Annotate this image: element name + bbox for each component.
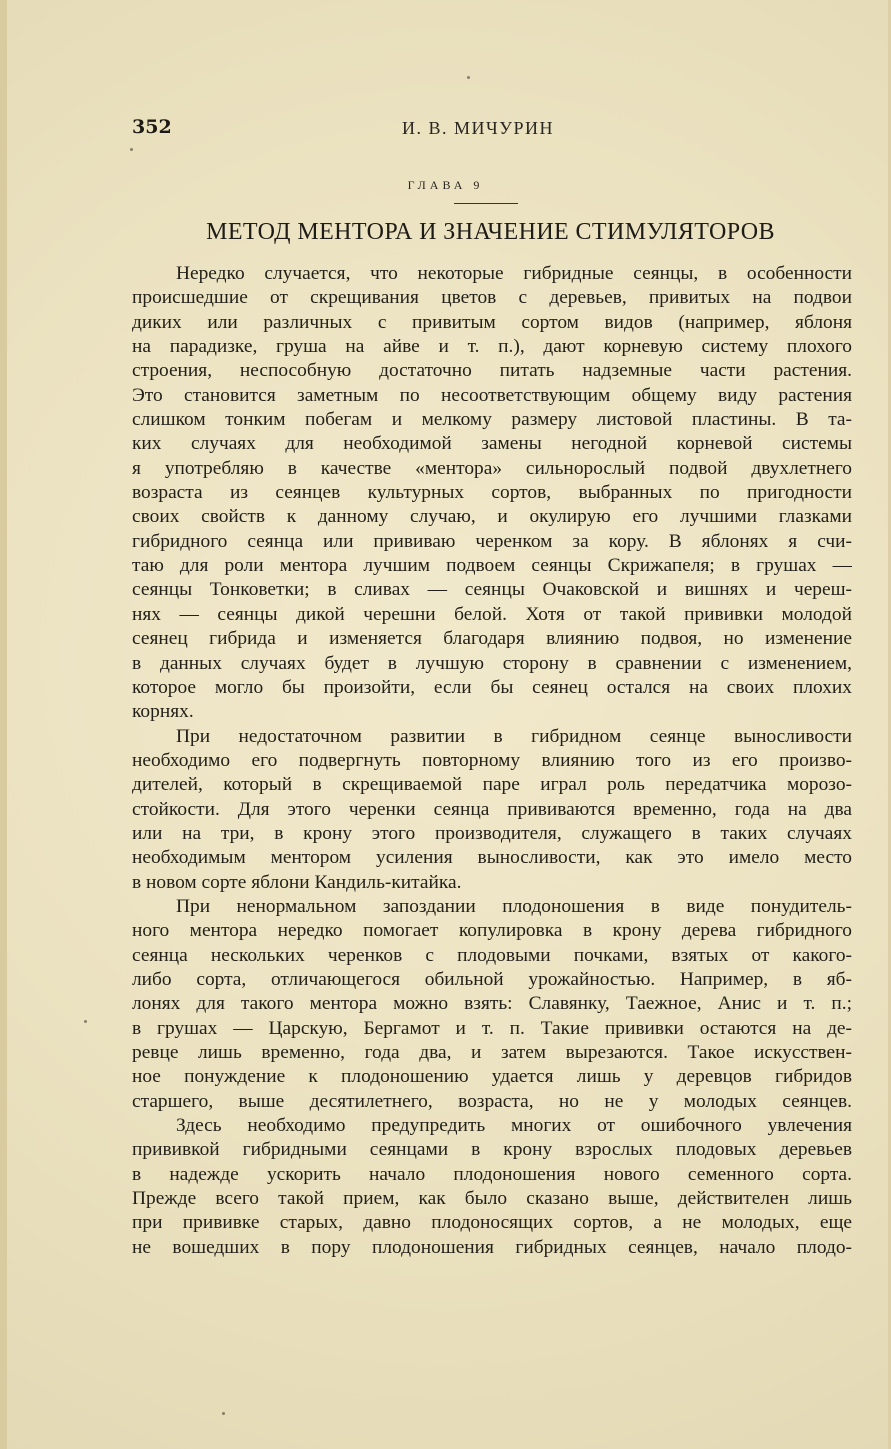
text-line: в надежде ускорить начало плодоношения нового семенного сорта.	[132, 1163, 852, 1185]
text-line: Прежде всего такой прием, как было сказано выше, действителен лишь	[132, 1188, 852, 1210]
text-line: прививкой гибридными сеянцами в крону взрослых плодовых деревьев	[132, 1139, 852, 1161]
text-line: корнях.	[132, 701, 194, 723]
print-speck	[84, 1020, 87, 1023]
page-header	[132, 116, 852, 144]
text-line: слишком тонким побегам и мелкому размеру листовой пластины. В та-	[132, 409, 852, 431]
text-line: нях — сеянцы дикой черешни белой. Хотя от такой прививки молодой	[132, 603, 852, 625]
text-line: ное понуждение к плодоношению удается лишь у деревцов гибридов	[132, 1066, 852, 1088]
text-line: возраста из сеянцев культурных сортов, выбранных по пригодности	[132, 482, 852, 504]
text-line: диких или различных с привитым сортом видов (например, яблоня	[132, 311, 852, 333]
text-line: гибридного сеянца или прививаю черенком за кору. В яблонях я счи-	[132, 530, 852, 552]
running-head: И. В. МИЧУРИН	[402, 118, 554, 138]
text-line: лонях для такого ментора можно взять: Славянку, Таежное, Анис и т. п.;	[132, 993, 852, 1015]
text-line: я употребляю в качестве «ментора» сильнорослый подвой двухлетнего	[132, 457, 852, 479]
text-line: При ненормальном запоздании плодоношения в виде понудитель-	[176, 895, 852, 917]
text-line: Здесь необходимо предупредить многих от ошибочного увлечения	[176, 1115, 852, 1137]
text-line: которое могло бы произойти, если бы сеянец остался на своих плохих	[132, 676, 852, 698]
text-line: дителей, который в скрещиваемой паре играл роль передатчика морозо-	[132, 774, 852, 796]
text-line: таю для роли ментора лучшим подвоем сеянцы Скрижапеля; в грушах —	[132, 555, 852, 577]
chapter-label: ГЛАВА 9	[407, 178, 484, 192]
text-line: своих свойств к данному случаю, и окулирую его лучшими глазками	[132, 506, 852, 528]
text-line: сеянца нескольких черенков с плодовыми почками, взятых от какого-	[132, 944, 852, 966]
body-text	[132, 262, 852, 1260]
text-line: в новом сорте яблони Кандиль-китайка.	[132, 871, 462, 893]
text-line: сеянцы Тонковетки; в сливах — сеянцы Очаковской и вишнях и череш-	[132, 579, 852, 601]
text-line: либо сорта, отличающегося обильной урожайностью. Например, в яб-	[132, 968, 852, 990]
chapter-rule	[454, 203, 518, 204]
text-line: в данных случаях будет в лучшую сторону в сравнении с изменением,	[132, 652, 852, 674]
text-line: при прививке старых, давно плодоносящих сортов, а не молодых, еще	[132, 1212, 852, 1234]
text-line: Нередко случается, что некоторые гибридные сеянцы, в особенности	[176, 263, 852, 284]
print-speck	[130, 148, 133, 151]
text-line: в грушах — Царскую, Бергамот и т. п. Такие прививки остаются на де-	[132, 1017, 852, 1039]
text-line: При недостаточном развитии в гибридном сеянце выносливости	[176, 725, 852, 747]
text-line: ревце лишь временно, года два, и затем вырезаются. Такое искусствен-	[132, 1042, 852, 1063]
text-line: сеянец гибрида и изменяется благодаря влиянию подвоя, но изменение	[132, 628, 852, 650]
text-line: строения, неспособную достаточно питать надземные части растения.	[132, 360, 852, 382]
text-line: или на три, в крону этого производителя, служащего в таких случаях	[132, 822, 852, 844]
text-line: старшего, выше десятилетнего, возраста, но не у молодых сеянцев.	[132, 1090, 852, 1112]
print-speck	[467, 76, 470, 79]
chapter-title: МЕТОД МЕНТОРА И ЗНАЧЕНИЕ СТИМУЛЯТОРОВ	[206, 219, 775, 245]
text-line: на парадизке, груша на айве и т. п.), дают корневую систему плохого	[132, 336, 852, 358]
text-line: ких случаях для необходимой замены негодной корневой системы	[132, 433, 852, 455]
text-line: необходимым ментором усиления выносливости, как это имело место	[132, 847, 852, 869]
text-line: ного ментора нередко помогает копулировка в крону дерева гибридного	[132, 920, 852, 942]
text-line: происшедшие от скрещивания цветов с деревьев, привитых на подвои	[132, 287, 852, 309]
text-line: не вошедших в пору плодоношения гибридных сеянцев, начало плодо-	[132, 1236, 852, 1258]
text-line: Это становится заметным по несоответствующим общему виду растения	[132, 384, 852, 406]
print-speck	[222, 1412, 225, 1415]
text-line: стойкости. Для этого черенки сеянца прививаются временно, года на два	[132, 798, 852, 820]
text-line: необходимо его подвергнуть повторному влиянию того из его произво-	[132, 749, 852, 771]
page-number: 352	[132, 116, 172, 138]
